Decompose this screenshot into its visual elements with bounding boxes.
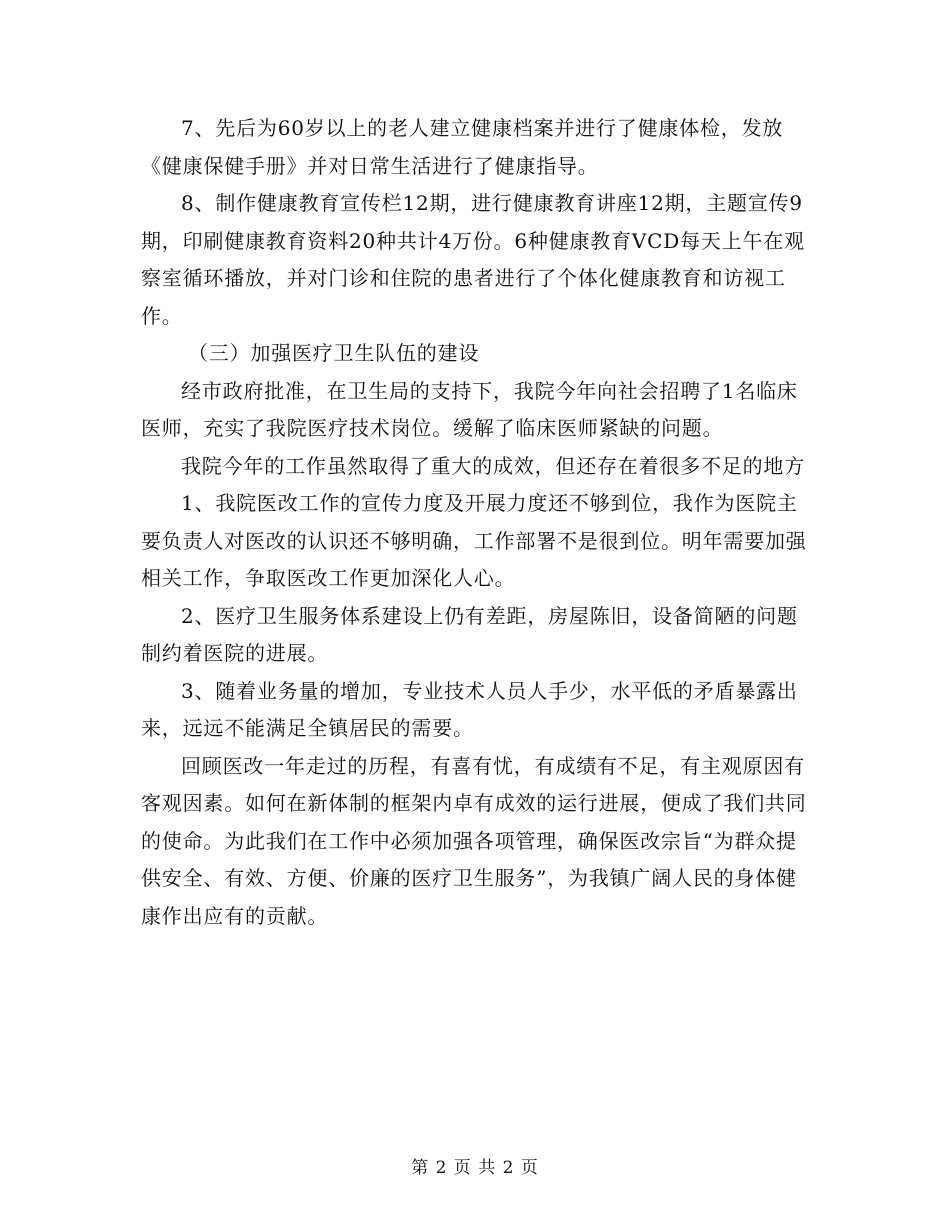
page-number-footer: 第 2 页 共 2 页 — [411, 1158, 539, 1178]
paragraph-shortcoming-3: 3、随着业务量的增加，专业技术人员人手少，水平低的矛盾暴露出来，远远不能满足全镇居民的需要。 — [141, 678, 798, 740]
paragraph-shortcoming-2: 2、医疗卫生服务体系建设上仍有差距，房屋陈旧，设备简陋的问题制约着医院的进展。 — [141, 603, 798, 665]
paragraph-conclusion: 回顾医改一年走过的历程，有喜有忧，有成绩有不足，有主观原因有客观因素。如何在新体制的框架内卓有成效的运行进展，便成了我们共同的使命。为此我们在工作中必须加强各项管理，确保医改宗旨“为群众提供安全、有效、方便、价廉的医疗卫生服务”，为我镇广阔人民的身体健康作出应有的贡献。 — [141, 753, 807, 928]
document-body — [141, 110, 811, 935]
paragraph-shortcoming-1: 1、我院医改工作的宣传力度及开展力度还不够到位，我作为医院主要负责人对医改的认识还不够明确，工作部署不是很到位。明年需要加强相关工作，争取医改工作更加深化人心。 — [141, 491, 807, 590]
paragraph-item-7: 7、先后为60岁以上的老人建立健康档案并进行了健康体检，发放《健康保健手册》并对日常生活进行了健康指导。 — [141, 116, 784, 178]
section-heading: （三）加强医疗卫生队伍的建设 — [188, 341, 480, 365]
paragraph-recruitment: 经市政府批准，在卫生局的支持下，我院今年向社会招聘了1名临床医师，充实了我院医疗技术岗位。缓解了临床医师紧缺的问题。 — [141, 378, 798, 440]
paragraph-shortcomings-intro: 我院今年的工作虽然取得了重大的成效，但还存在着很多不足的地方 — [181, 453, 805, 478]
paragraph-item-8: 8、制作健康教育宣传栏12期，进行健康教育讲座12期，主题宣传9期，印刷健康教育资料20种共计4万份。6种健康教育VCD每天上午在观察室循环播放，并对门诊和住院的患者进行了个体化健康教育和访视工作。 — [141, 191, 805, 328]
